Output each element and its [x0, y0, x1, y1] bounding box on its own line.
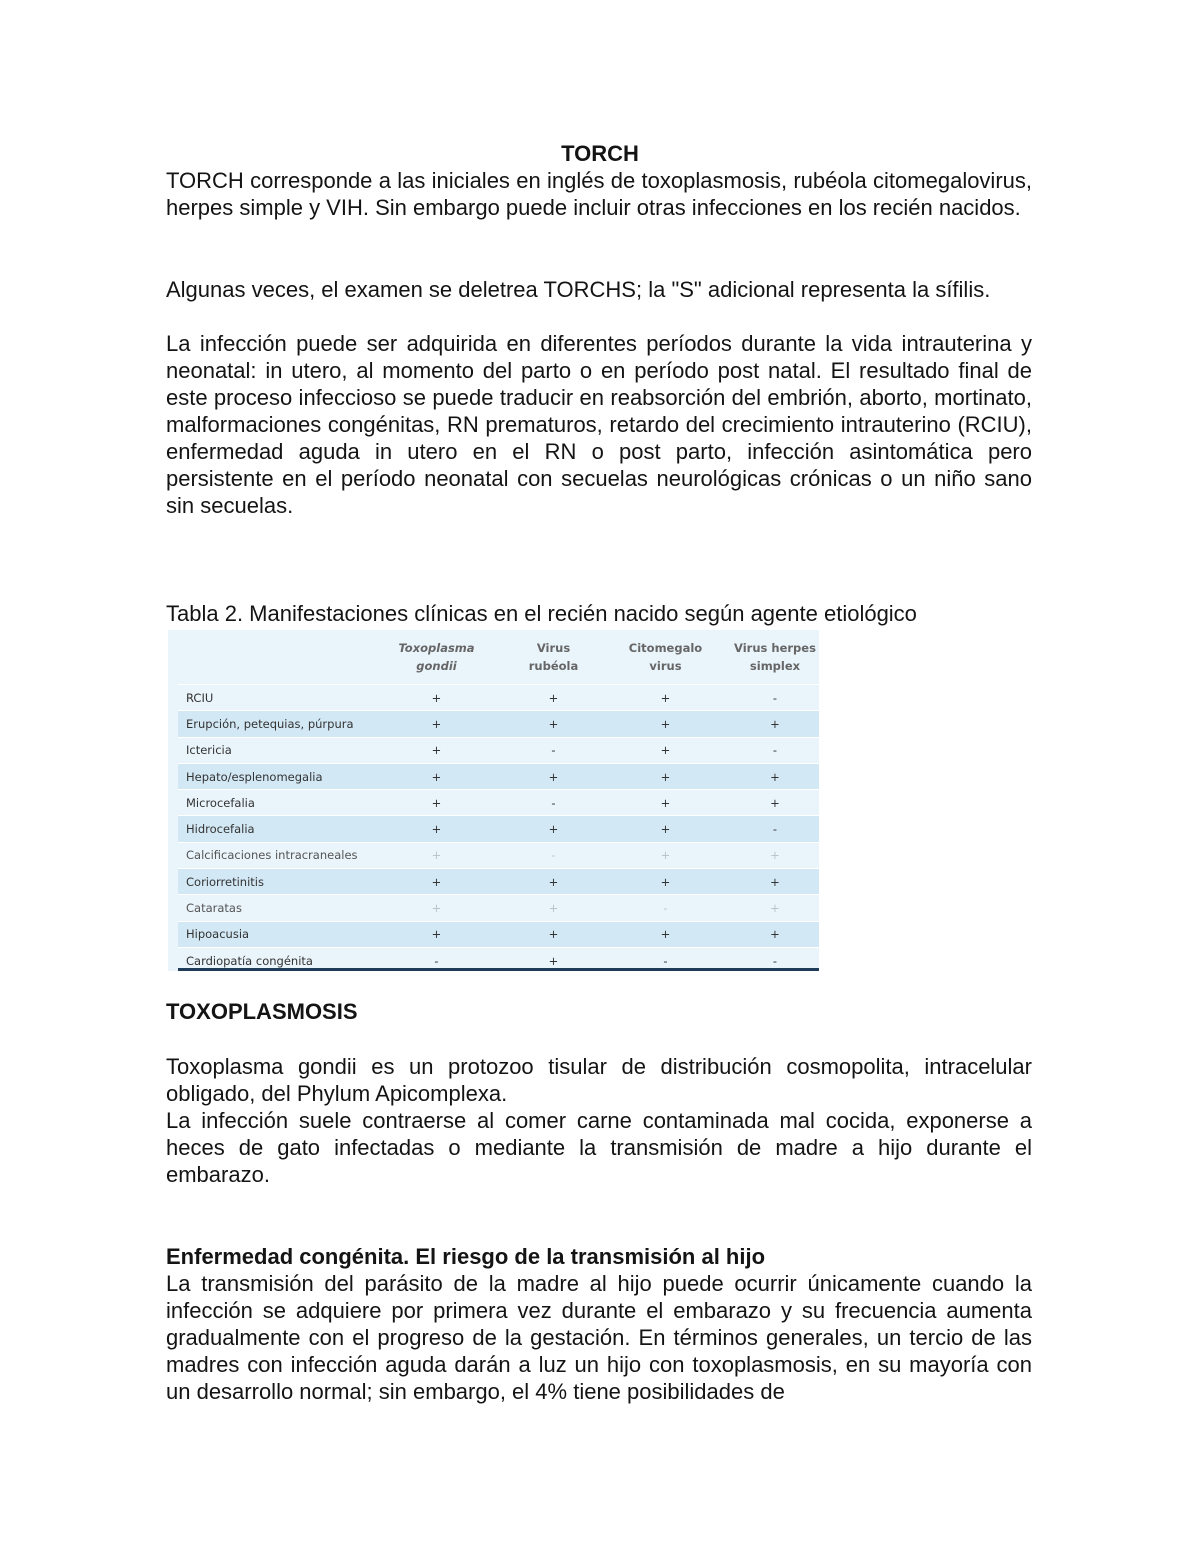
cell-value: -: [731, 737, 819, 763]
header-line: Virus herpes: [734, 641, 816, 655]
intro-paragraph-1: TORCH corresponde a las iniciales en inglés de toxoplasmosis, rubéola citomegalovirus, herpes simple y VIH. Sin embargo puede incluir otras infecciones en los recién nacidos.: [166, 168, 1032, 220]
header-line: Citomegalo: [628, 641, 703, 655]
table-header-empty: [178, 630, 366, 685]
cell-value: +: [600, 816, 731, 842]
cell-value: -: [731, 685, 819, 711]
header-line: Toxoplasma: [398, 641, 475, 655]
cell-value: +: [600, 737, 731, 763]
table-bottom-rule: [178, 968, 819, 971]
congenital-paragraph: La transmisión del parásito de la madre al hijo puede ocurrir únicamente cuando la infección se adquiere por primera vez durante el embarazo y su frecuencia aumenta gradualmente con el progreso de la gestación. En términos generales, un tercio de las madres con infección aguda darán a luz un hijo con toxoplasmosis, en su mayoría con un desarrollo normal; sin embargo, el 4% tiene posibilidades de: [166, 1271, 1032, 1404]
cell-value: +: [366, 711, 507, 737]
table-caption: Tabla 2. Manifestaciones clínicas en el recién nacido según agente etiológico: [166, 601, 917, 626]
cell-value: -: [507, 737, 600, 763]
row-label: Microcefalia: [178, 790, 366, 816]
table-row: [178, 790, 819, 816]
header-line: virus: [649, 659, 682, 673]
cell-value: +: [731, 763, 819, 789]
cell-value: -: [507, 842, 600, 868]
cell-value: +: [507, 816, 600, 842]
cell-value: +: [366, 869, 507, 895]
cell-value: +: [731, 869, 819, 895]
cell-value: +: [600, 790, 731, 816]
row-label: Erupción, petequias, púrpura: [178, 711, 366, 737]
cell-value: +: [507, 869, 600, 895]
cell-value: +: [507, 711, 600, 737]
toxo-paragraph-2: La infección suele contraerse al comer carne contaminada mal cocida, exponerse a heces de gato infectadas o mediante la transmisión de madre a hijo durante el embarazo.: [166, 1108, 1032, 1187]
cell-value: -: [731, 816, 819, 842]
table-header-toxoplasma: [366, 630, 507, 685]
cell-value: -: [600, 947, 731, 973]
table-row: [178, 895, 819, 921]
cell-value: +: [507, 947, 600, 973]
row-label: Hipoacusia: [178, 921, 366, 947]
cell-value: +: [600, 842, 731, 868]
toxo-paragraph-1: Toxoplasma gondii es un protozoo tisular de distribución cosmopolita, intracelular obligado, del Phylum Apicomplexa.: [166, 1054, 1032, 1106]
table-row: [178, 737, 819, 763]
table-row: [178, 685, 819, 711]
clinical-manifestations-table: [178, 630, 819, 971]
cell-value: +: [600, 685, 731, 711]
table-row: [178, 842, 819, 868]
cell-value: +: [507, 685, 600, 711]
header-line: rubéola: [528, 659, 579, 673]
table-header-rubeola: [507, 630, 600, 685]
table-row: [178, 921, 819, 947]
cell-value: +: [507, 921, 600, 947]
cell-value: +: [731, 921, 819, 947]
intro-paragraph-3: La infección puede ser adquirida en diferentes períodos durante la vida intrauterina y neonatal: in utero, al momento del parto o en período post natal. El resultado final de este proceso infeccioso se puede traducir en reabsorción del embrión, aborto, mortinato, malformaciones congénitas, RN prematuros, retardo del crecimiento intrauterino (RCIU), enfermedad aguda in utero en el RN o post parto, infección asintomática pero persistente en el período neonatal con secuelas neurológicas crónicas o un niño sano sin secuelas.: [166, 331, 1032, 518]
cell-value: +: [600, 921, 731, 947]
row-label: Hepato/esplenomegalia: [178, 763, 366, 789]
cell-value: +: [366, 685, 507, 711]
header-line: simplex: [749, 659, 801, 673]
cell-value: +: [731, 842, 819, 868]
table-row: [178, 816, 819, 842]
header-line: Virus: [536, 641, 571, 655]
cell-value: +: [366, 763, 507, 789]
cell-value: +: [507, 763, 600, 789]
cell-value: +: [731, 895, 819, 921]
row-label: Cardiopatía congénita: [178, 947, 366, 973]
cell-value: +: [366, 790, 507, 816]
page-title: TORCH: [561, 141, 639, 166]
cell-value: +: [366, 816, 507, 842]
cell-value: +: [366, 842, 507, 868]
intro-paragraph-2: Algunas veces, el examen se deletrea TORCHS; la "S" adicional representa la sífilis.: [166, 277, 991, 302]
row-label: Hidrocefalia: [178, 816, 366, 842]
cell-value: +: [731, 790, 819, 816]
row-label: Ictericia: [178, 737, 366, 763]
cell-value: -: [366, 947, 507, 973]
row-label: RCIU: [178, 685, 366, 711]
cell-value: +: [366, 737, 507, 763]
section-heading-congenital: Enfermedad congénita. El riesgo de la transmisión al hijo: [166, 1244, 766, 1269]
cell-value: +: [731, 711, 819, 737]
cell-value: -: [600, 895, 731, 921]
table-row: [178, 869, 819, 895]
table-header-citomegalovirus: [600, 630, 731, 685]
cell-value: -: [507, 790, 600, 816]
cell-value: +: [366, 895, 507, 921]
table-row: [178, 763, 819, 789]
row-label: Coriorretinitis: [178, 869, 366, 895]
row-label: Calcificaciones intracraneales: [178, 842, 366, 868]
table-row: [178, 711, 819, 737]
header-line: gondii: [416, 659, 457, 673]
row-label: Cataratas: [178, 895, 366, 921]
table-header-herpes: [731, 630, 819, 685]
cell-value: +: [507, 895, 600, 921]
cell-value: +: [366, 921, 507, 947]
cell-value: +: [600, 711, 731, 737]
cell-value: -: [731, 947, 819, 973]
section-heading-toxoplasmosis: TOXOPLASMOSIS: [166, 999, 358, 1024]
cell-value: +: [600, 763, 731, 789]
cell-value: +: [600, 869, 731, 895]
